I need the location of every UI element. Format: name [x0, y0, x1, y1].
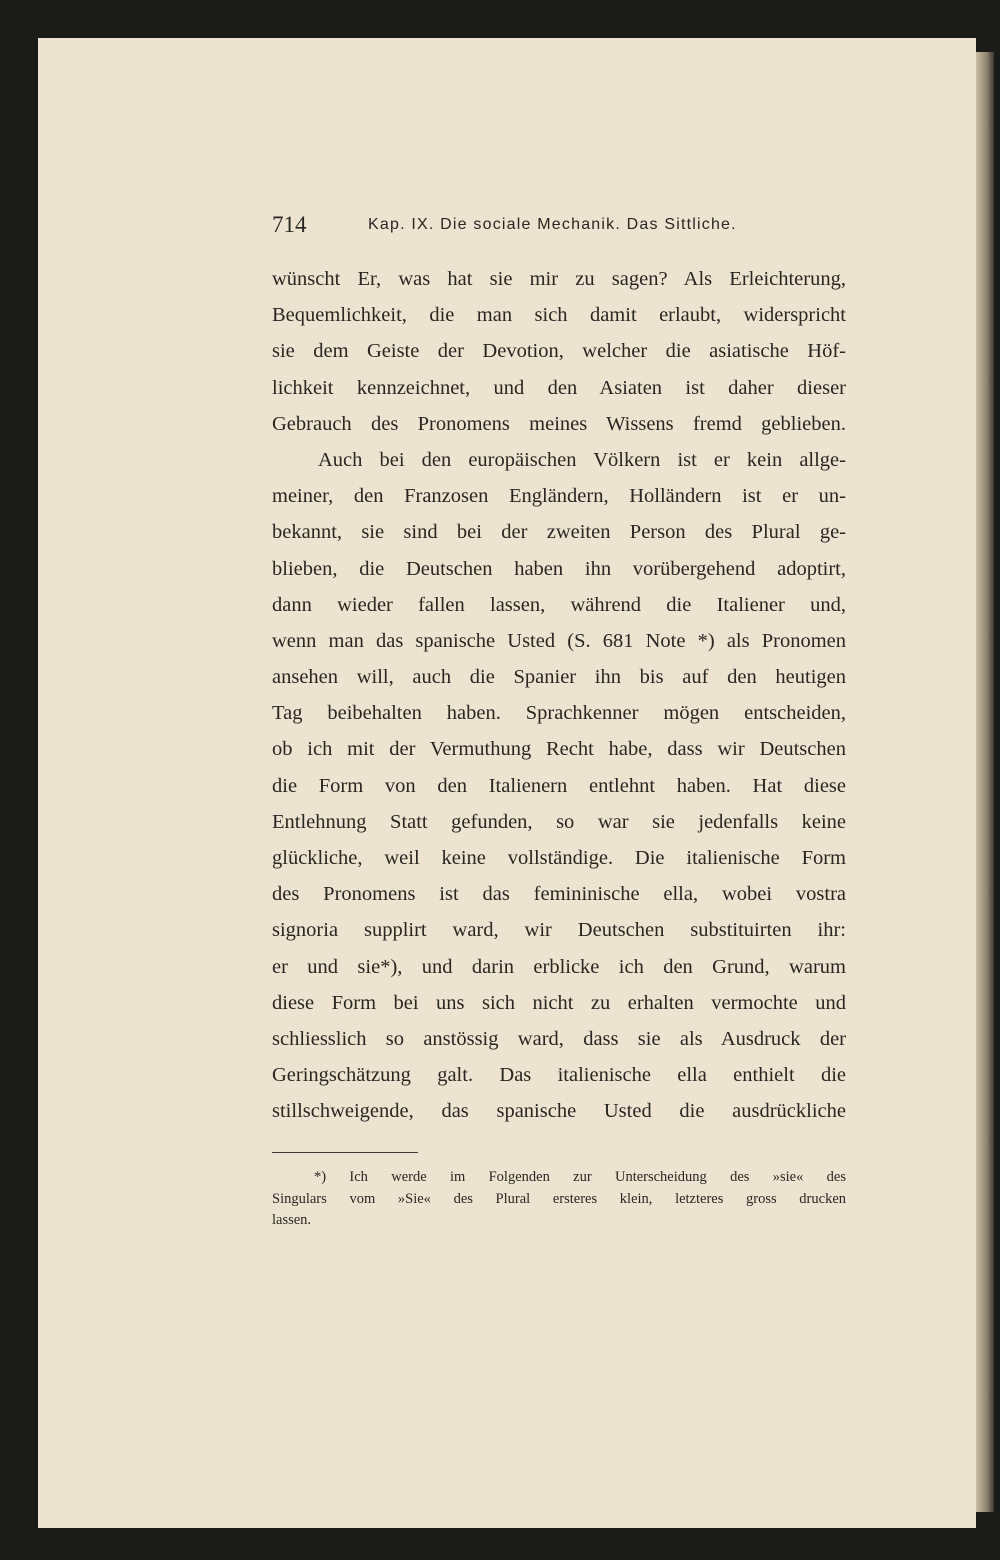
footnote-line: *) Ich werde im Folgenden zur Unterscheidung des »sie« des	[314, 1169, 846, 1185]
footnote-rule	[272, 1152, 418, 1153]
text-line: wünscht Er, was hat sie mir zu sagen? Als Erleichterung,	[272, 268, 846, 290]
text-line: sie dem Geiste der Devotion, welcher die asiatische Höf-	[272, 340, 846, 363]
page-edge	[976, 52, 994, 1512]
text-line: die Form von den Italienern entlehnt haben. Hat diese	[272, 774, 846, 797]
text-line: Bequemlichkeit, die man sich damit erlaubt, widerspricht	[272, 304, 846, 327]
text-line: wenn man das spanische Usted (S. 681 Note *) als Pronomen	[272, 629, 846, 652]
text-line: Geringschätzung galt. Das italienische ella enthielt die	[272, 1064, 846, 1087]
text-line: diese Form bei uns sich nicht zu erhalten vermochte und	[272, 991, 846, 1014]
text-line: bekannt, sie sind bei der zweiten Person des Plural ge-	[272, 521, 846, 544]
text-line: ansehen will, auch die Spanier ihn bis auf den heutigen	[272, 666, 846, 689]
page-header	[272, 212, 852, 246]
text-line: Tag beibehalten haben. Sprachkenner mögen entscheiden,	[272, 702, 846, 725]
text-line: blieben, die Deutschen haben ihn vorübergehend adoptirt,	[272, 557, 846, 580]
text-line: lichkeit kennzeichnet, und den Asiaten ist daher dieser	[272, 376, 846, 399]
text-line: ob ich mit der Vermuthung Recht habe, dass wir Deutschen	[272, 738, 846, 761]
text-line: Gebrauch des Pronomens meines Wissens fremd geblieben.	[272, 412, 846, 435]
text-line: Auch bei den europäischen Völkern ist er kein allge-	[318, 448, 846, 471]
text-line: er und sie*), und darin erblicke ich den Grund, warum	[272, 955, 846, 978]
text-line: Entlehnung Statt gefunden, so war sie jedenfalls keine	[272, 810, 846, 833]
text-line: glückliche, weil keine vollständige. Die italienische Form	[272, 847, 846, 869]
footnote-line: lassen.	[272, 1212, 312, 1228]
text-line: dann wieder fallen lassen, während die Italiener und,	[272, 593, 846, 616]
text-line: signoria supplirt ward, wir Deutschen substituirten ihr:	[272, 919, 846, 942]
running-head: Kap. IX. Die sociale Mechanik. Das Sittliche.	[368, 216, 737, 233]
page-number: 714	[272, 212, 307, 237]
text-line: meiner, den Franzosen Engländern, Holländern ist er un-	[272, 485, 846, 508]
text-line: schliesslich so anstössig ward, dass sie als Ausdruck der	[272, 1027, 846, 1050]
footnote-line: Singulars vom »Sie« des Plural ersteres klein, letzteres gross drucken	[272, 1190, 846, 1207]
body-text	[272, 261, 846, 1130]
text-line: des Pronomens ist das femininische ella, wobei vostra	[272, 883, 846, 906]
footnote	[272, 1167, 846, 1232]
text-line: stillschweigende, das spanische Usted die ausdrückliche	[272, 1100, 846, 1123]
